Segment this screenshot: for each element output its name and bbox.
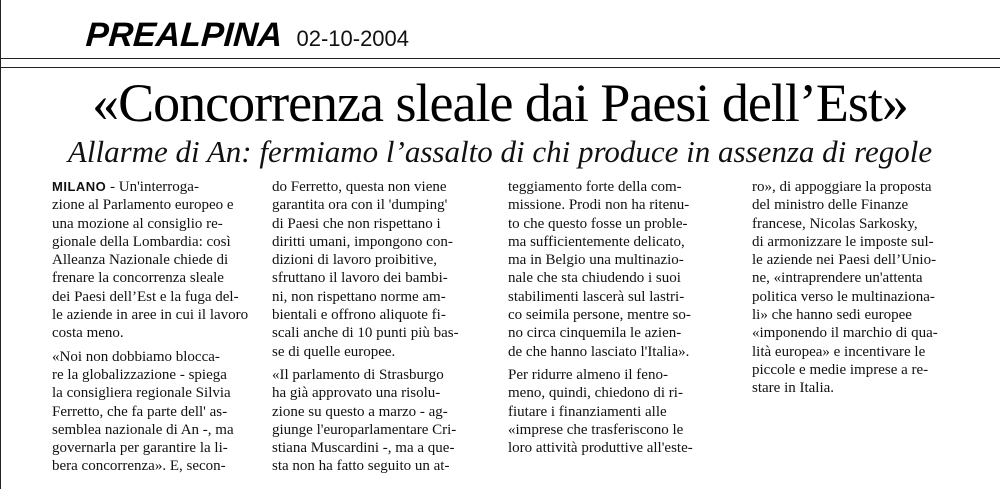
text-line: missione. Prodi non ha ritenu- bbox=[508, 197, 690, 214]
text-line: ro», di appoggiare la proposta bbox=[752, 179, 932, 195]
top-rule bbox=[0, 58, 1000, 59]
text-line: scali anche di 10 punti più bas- bbox=[272, 325, 459, 342]
text-line: una mozione al consiglio re- bbox=[52, 215, 223, 232]
text-line: bientali e offrono aliquote fi- bbox=[272, 307, 446, 324]
article-column-4 bbox=[752, 178, 972, 398]
paragraph bbox=[52, 196, 262, 342]
newspaper-logo: PREALPINA bbox=[84, 16, 284, 54]
subheadline: Allarme di An: fermiamo l’assalto di chi produce in assenza di regole bbox=[67, 134, 933, 169]
text-line: le aziende in aree in cui il lavoro bbox=[52, 307, 249, 324]
text-line: semblea nazionale di An -, ma bbox=[52, 421, 234, 438]
article-column-1 bbox=[52, 178, 262, 476]
text-line: stabilimenti lascerà sul lastri- bbox=[508, 288, 685, 305]
text-line: «imprese che trasferiscono le bbox=[508, 421, 684, 438]
text-line: loro attività produttive all'este- bbox=[508, 440, 693, 457]
text-line: re la globalizzazione - spiega bbox=[52, 366, 227, 383]
text-line: sta non ha fatto seguito un at- bbox=[272, 458, 450, 475]
text-line: sfruttano il lavoro dei bambi- bbox=[272, 270, 448, 287]
text-line: nale che sta chiudendo i suoi bbox=[508, 270, 681, 287]
article-column-2 bbox=[272, 178, 492, 476]
text-line: del ministro delle Finanze bbox=[752, 197, 909, 214]
text-line: di Paesi che non rispettano i bbox=[272, 215, 441, 232]
text-line: se di quelle europee. bbox=[272, 343, 396, 360]
article-column-3 bbox=[508, 178, 730, 457]
text-line: diritti umani, impongono con- bbox=[272, 233, 453, 250]
text-line: lità europea» e incentivare le bbox=[752, 343, 926, 360]
text-line: co seimila persone, mentre so- bbox=[508, 307, 691, 324]
text-line: gionale della Lombardia: così bbox=[52, 233, 231, 250]
text-line: francese, Nicolas Sarkosky, bbox=[752, 215, 918, 232]
text-line: bera concorrenza». E, secon- bbox=[52, 458, 226, 475]
paragraph bbox=[272, 178, 492, 361]
article-body bbox=[0, 178, 1000, 489]
text-line: «imponendo il marchio di qua- bbox=[752, 325, 938, 342]
text-line: ne, «intraprendere un'attenta bbox=[752, 270, 923, 287]
text-line: Per ridurre almeno il feno- bbox=[508, 366, 668, 383]
first-line bbox=[52, 178, 262, 196]
text-line: teggiamento forte della com- bbox=[508, 179, 682, 195]
paragraph bbox=[272, 366, 492, 476]
text-line: Ferretto, che fa parte dell' as- bbox=[52, 403, 228, 420]
text-line: costa meno. bbox=[52, 325, 124, 342]
paragraph bbox=[508, 178, 730, 361]
text-line: de che hanno lasciato l'Italia». bbox=[508, 343, 690, 360]
text-line: dizioni di lavoro proibitive, bbox=[272, 252, 437, 269]
text-line: stiana Muscardini -, ma a que- bbox=[272, 440, 455, 457]
text-line: ma in Belgio una multinazio- bbox=[508, 252, 684, 269]
text-line: zione al Parlamento europeo e bbox=[52, 197, 234, 214]
text-line: le aziende nei Paesi dell’Unio- bbox=[752, 252, 937, 269]
text-line: dei Paesi dell’Est e la fuga del- bbox=[52, 288, 239, 305]
text-line: Alleanza Nazionale chiede di bbox=[52, 252, 229, 269]
text-line: li» che hanno sedi europee bbox=[752, 307, 912, 324]
paragraph bbox=[52, 348, 262, 476]
second-rule bbox=[0, 67, 1000, 68]
publication-date: 02-10-2004 bbox=[296, 26, 410, 51]
text-line: «Il parlamento di Strasburgo bbox=[272, 366, 444, 383]
text-line: «Noi non dobbiamo blocca- bbox=[52, 348, 220, 365]
text-line: fiutare i finanziamenti alle bbox=[508, 403, 667, 420]
text-line: no circa cinquemila le azien- bbox=[508, 325, 682, 342]
dateline: MILANO bbox=[52, 179, 107, 194]
text-line: zione su questo a marzo - ag- bbox=[272, 403, 448, 420]
text-line: meno, quindi, chiedono di ri- bbox=[508, 385, 683, 402]
text-line: do Ferretto, questa non viene bbox=[272, 179, 447, 195]
text-line: governarla per garantire la li- bbox=[52, 440, 228, 457]
text-line: di armonizzare le imposte sul- bbox=[752, 233, 934, 250]
text-line: garantita ora con il 'dumping' bbox=[272, 197, 448, 214]
text-line: la consigliera regionale Silvia bbox=[52, 385, 231, 402]
paragraph bbox=[752, 178, 972, 398]
paragraph bbox=[508, 366, 730, 457]
text-line: frenare la concorrenza sleale bbox=[52, 270, 224, 287]
headline: «Concorrenza sleale dai Paesi dell’Est» bbox=[92, 73, 908, 133]
text-line: to che questo fosse un proble- bbox=[508, 215, 688, 232]
text-line: politica verso le multinaziona- bbox=[752, 288, 935, 305]
text-line: stare in Italia. bbox=[752, 380, 835, 397]
text-line: piccole e medie imprese a re- bbox=[752, 361, 929, 378]
text-line: giunge l'europarlamentare Cri- bbox=[272, 421, 457, 438]
masthead bbox=[86, 16, 409, 56]
text-line: ha già approvato una risolu- bbox=[272, 385, 441, 402]
first-line-text: - Un'interroga- bbox=[106, 179, 199, 195]
text-line: ma sufficientemente delicato, bbox=[508, 233, 685, 250]
text-line: ni, non rispettano norme am- bbox=[272, 288, 446, 305]
